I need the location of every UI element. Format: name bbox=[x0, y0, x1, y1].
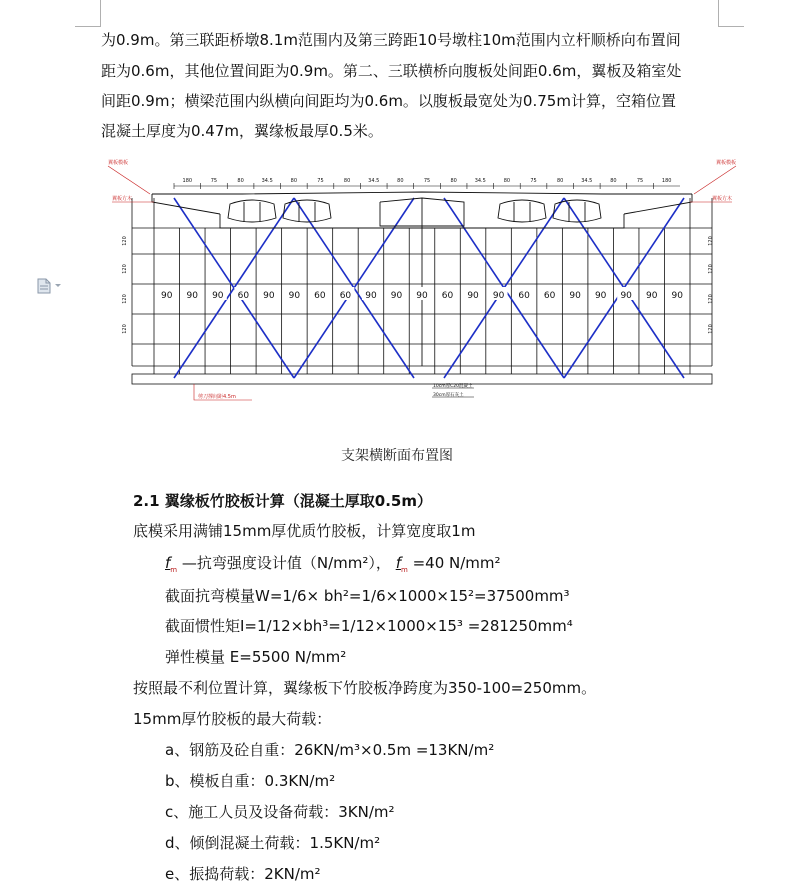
box-cell bbox=[228, 200, 276, 222]
load-item: e、振捣荷载：2KN/m² bbox=[165, 865, 321, 883]
bay-label: 90 bbox=[186, 291, 199, 301]
page-corner-mark bbox=[100, 0, 101, 27]
top-dimension-label: 34.5 bbox=[581, 178, 593, 184]
box-cell bbox=[498, 200, 546, 222]
top-dimension-label: 80 bbox=[503, 178, 511, 184]
callout-label: 翼板模板 bbox=[108, 160, 129, 166]
top-dimension-label: 75 bbox=[636, 178, 644, 184]
base-slab bbox=[132, 374, 712, 384]
top-dimension-label: 80 bbox=[343, 178, 351, 184]
top-dimension-label: 80 bbox=[290, 178, 298, 184]
callout-label: 翼板方木 bbox=[112, 196, 133, 202]
bay-label: 90 bbox=[212, 291, 224, 301]
top-dimension-label: 80 bbox=[610, 178, 617, 184]
top-dimension-label: 75 bbox=[317, 178, 324, 184]
bay-label: 90 bbox=[390, 291, 403, 301]
moment-of-inertia-line: 截面惯性矩I=1/12×bh³=1/12×1000×15³ =281250mm⁴ bbox=[165, 617, 573, 635]
load-item: d、倾倒混凝土荷载：1.5KN/m² bbox=[165, 834, 381, 852]
callout-leader bbox=[694, 166, 736, 194]
paragraph-line: 混凝土厚度为0.47m，翼缘板最厚0.5米。 bbox=[101, 122, 383, 140]
deck-top bbox=[152, 192, 692, 194]
side-dimension-label: 120 bbox=[708, 264, 714, 274]
f-value: =40 N/mm² bbox=[412, 554, 501, 572]
callout-label: 翼板方木 bbox=[711, 196, 732, 202]
paragraph-line: 间距0.9m；横梁范围内纵横向间距均为0.6m。以腹板最宽处为0.75m计算，空箱位置 bbox=[101, 92, 676, 110]
side-dimension-label: 120 bbox=[708, 294, 714, 304]
bay-label: 90 bbox=[645, 291, 658, 301]
top-dimension-label: 80 bbox=[397, 178, 404, 184]
top-dimension-label: 180 bbox=[661, 178, 672, 184]
load-item: a、钢筋及砼自重：26KN/m³×0.5m =13KN/m² bbox=[165, 741, 495, 759]
bay-label: 90 bbox=[263, 291, 275, 301]
top-dimension-label: 80 bbox=[237, 178, 244, 184]
side-dimension-label: 120 bbox=[122, 324, 128, 334]
box-girder-outline bbox=[152, 192, 692, 366]
bay-label: 90 bbox=[161, 291, 173, 301]
bay-label: 60 bbox=[339, 291, 352, 301]
side-dimension-label: 120 bbox=[708, 324, 714, 334]
bridge-cross-section-figure bbox=[102, 156, 742, 408]
bay-label: 90 bbox=[492, 291, 505, 301]
bay-label: 60 bbox=[543, 291, 556, 301]
side-dimension-label: 120 bbox=[122, 264, 128, 274]
elastic-modulus-line: 弹性模量 E=5500 N/mm² bbox=[165, 648, 347, 666]
page-corner-mark bbox=[718, 0, 719, 27]
bay-label: 90 bbox=[671, 291, 683, 301]
f-symbol: $f_m$ bbox=[395, 554, 408, 574]
f-symbol: $f_m$ bbox=[165, 554, 178, 574]
side-dimension-label: 120 bbox=[122, 294, 128, 304]
bay-label: 60 bbox=[518, 291, 530, 301]
text-line: 底模采用满铺15mm厚优质竹胶板，计算宽度取1m bbox=[133, 522, 476, 540]
callout-label: 30cm厚石灰土 bbox=[433, 393, 464, 398]
callout-leader bbox=[108, 166, 150, 194]
figure-caption: 支架横断面布置图 bbox=[341, 448, 453, 464]
document-icon[interactable] bbox=[36, 278, 64, 298]
bay-label: 90 bbox=[288, 291, 301, 301]
f-description: —抗弯强度设计值（N/mm²）， bbox=[181, 554, 391, 572]
bay-label-row bbox=[158, 287, 686, 301]
callout-label: 翼板模板 bbox=[715, 160, 736, 166]
bay-label: 90 bbox=[594, 291, 607, 301]
bay-label: 60 bbox=[441, 291, 454, 301]
load-item: c、施工人员及设备荷载：3KN/m² bbox=[165, 803, 395, 821]
top-dimension-label: 34.5 bbox=[474, 178, 486, 184]
top-dimension-label: 34.5 bbox=[261, 178, 273, 184]
load-title: 15mm厚竹胶板的最大荷载： bbox=[133, 710, 332, 728]
callout-label: 剪刀撑间距4.5m bbox=[198, 394, 236, 400]
span-line: 按照最不利位置计算，翼缘板下竹胶板净跨度为350-100=250mm。 bbox=[133, 679, 597, 697]
top-dimension-label: 180 bbox=[182, 178, 193, 184]
bay-label: 90 bbox=[620, 291, 632, 301]
right-wing bbox=[624, 194, 692, 214]
top-dimension-label: 75 bbox=[530, 178, 537, 184]
bay-label: 90 bbox=[569, 291, 581, 301]
bay-label: 60 bbox=[237, 291, 250, 301]
page-corner-mark bbox=[718, 26, 744, 27]
bay-label: 90 bbox=[416, 291, 428, 301]
left-wing bbox=[152, 194, 220, 214]
top-dimension-label: 75 bbox=[423, 178, 431, 184]
bay-label: 90 bbox=[467, 291, 479, 301]
top-dimension-label: 34.5 bbox=[368, 178, 380, 184]
strength-line bbox=[165, 553, 501, 580]
side-dimension-label: 120 bbox=[708, 236, 714, 246]
paragraph-line: 为0.9m。第三联距桥墩8.1m范围内及第三跨距10号墩柱10m范围内立杆顺桥向布置间 bbox=[101, 31, 681, 49]
page-corner-mark bbox=[75, 26, 101, 27]
top-dimension-label: 80 bbox=[556, 178, 564, 184]
load-item: b、模板自重：0.3KN/m² bbox=[165, 772, 336, 790]
bay-label: 90 bbox=[365, 291, 377, 301]
bay-label: 60 bbox=[314, 291, 326, 301]
side-dimension-label: 120 bbox=[122, 236, 128, 246]
section-heading: 2.1 翼缘板竹胶板计算（混凝土厚取0.5m） bbox=[133, 492, 432, 510]
top-dimension-row bbox=[174, 178, 680, 189]
top-dimension-label: 75 bbox=[210, 178, 218, 184]
top-dimension-label: 80 bbox=[450, 178, 457, 184]
callout-label: 10cm厚C20混凝土 bbox=[433, 384, 473, 389]
paragraph-line: 距为0.6m，其他位置间距为0.9m。第二、三联横桥向腹板处间距0.6m，翼板及箱室处 bbox=[101, 62, 682, 80]
section-modulus-line: 截面抗弯模量W=1/6× bh²=1/6×1000×15²=37500mm³ bbox=[165, 587, 570, 605]
